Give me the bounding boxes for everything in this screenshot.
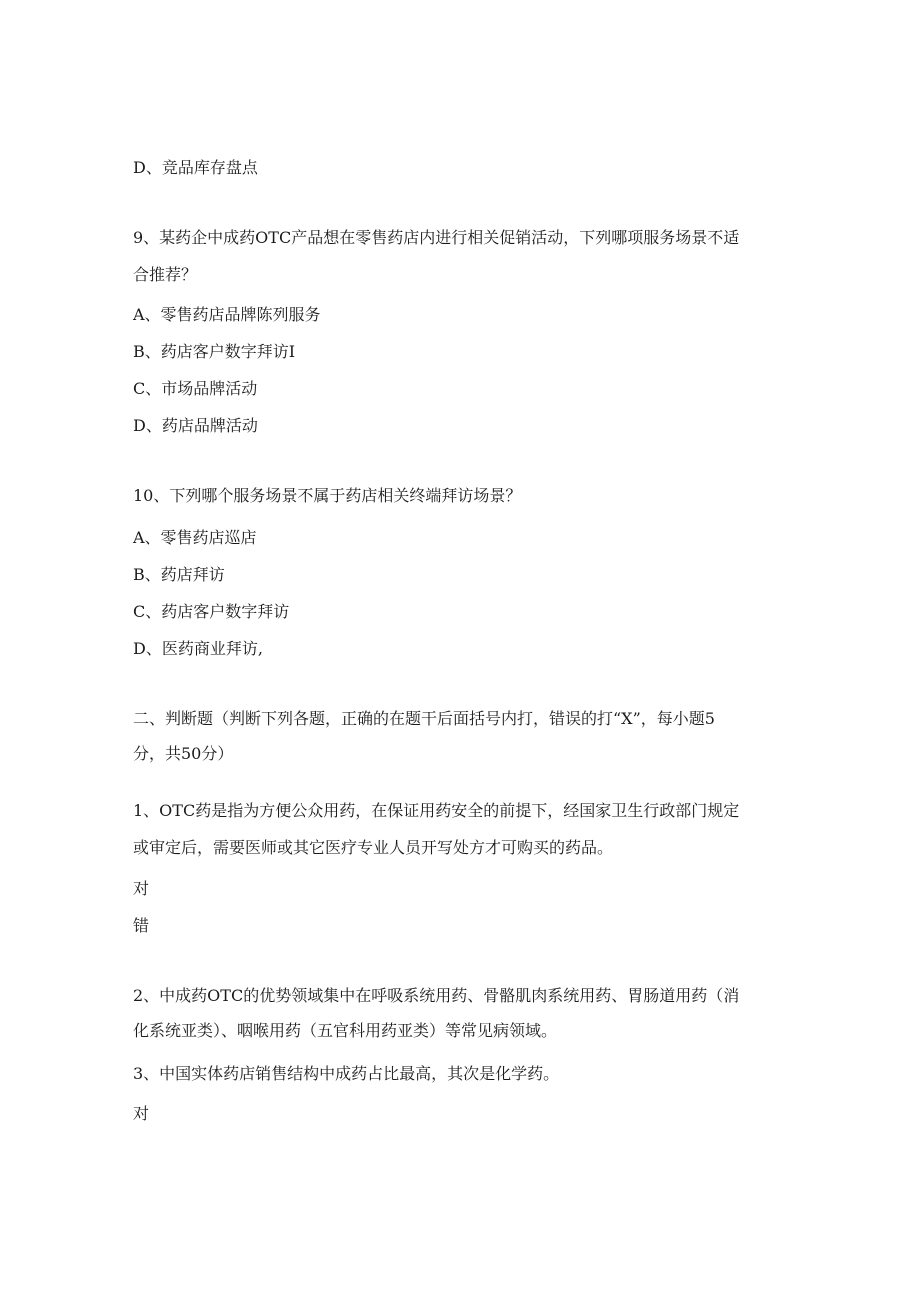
q9-option-d: D、药店品牌活动 <box>133 416 258 435</box>
tf1-option-true: 对 <box>133 879 150 898</box>
q9-option-b: B、药店客户数字拜访I <box>133 342 296 361</box>
tf3-stem: 3、中国实体药店销售结构中成药占比最高，其次是化学药。 <box>133 1064 560 1083</box>
tf1-stem-line-2: 或审定后，需要医师或其它医疗专业人员开写处方才可购买的药品。 <box>133 838 614 857</box>
q8-option-d: D、竞品库存盘点 <box>133 158 258 177</box>
tf2-stem-line-1: 2、中成药OTC的优势领域集中在呼吸系统用药、骨骼肌肉系统用药、胃肠道用药（消 <box>133 986 740 1005</box>
tf1-stem-line-1: 1、OTC药是指为方便公众用药，在保证用药安全的前提下，经国家卫生行政部门规定 <box>133 801 740 820</box>
tf3-option-true: 对 <box>133 1104 150 1123</box>
q9-stem-line-1: 9、某药企中成药OTC产品想在零售药店内进行相关促销活动，下列哪项服务场景不适 <box>133 228 740 247</box>
section-2-title-line-2: 分，共50分） <box>133 744 234 763</box>
q10-option-d: D、医药商业拜访, <box>133 639 263 658</box>
q10-option-a: A、零售药店巡店 <box>133 528 257 547</box>
q10-option-b: B、药店拜访 <box>133 565 225 584</box>
q10-option-c: C、药店客户数字拜访 <box>133 602 290 621</box>
q9-option-c: C、市场品牌活动 <box>133 379 258 398</box>
q9-option-a: A、零售药店品牌陈列服务 <box>133 305 321 324</box>
tf2-stem-line-2: 化系统亚类）、咽喉用药（五官科用药亚类）等常见病领域。 <box>133 1021 558 1040</box>
q10-stem: 10、下列哪个服务场景不属于药店相关终端拜访场景？ <box>133 486 522 505</box>
section-2-title-line-1: 二、判断题（判断下列各题，正确的在题干后面括号内打，错误的打“X”，每小题5 <box>133 709 715 728</box>
q9-stem-line-2: 合推荐？ <box>133 265 198 284</box>
tf1-option-false: 错 <box>133 916 150 935</box>
